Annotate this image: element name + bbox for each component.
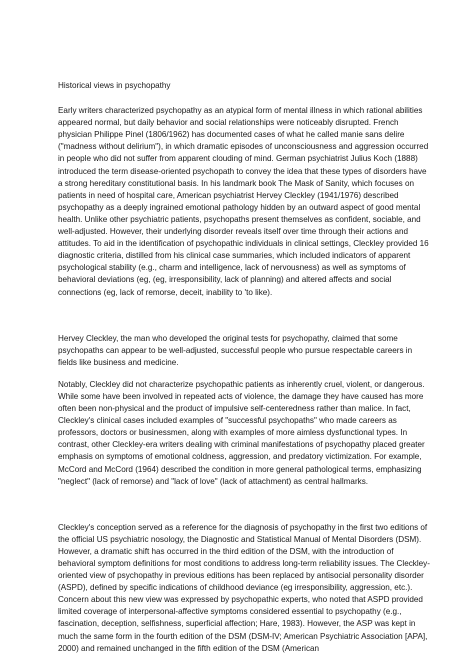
document-title: Historical views in psychopathy [58, 81, 171, 90]
document-body [58, 80, 432, 665]
section-spacer [58, 309, 432, 333]
paragraph-dsm-history: Cleckley's conception served as a reference for the diagnosis of psychopathy in the first two editions of the official US psychiatric nosology, the Diagnostic and Statistical Manual of Mental Disorders (DSM). However, a dramatic shift has occurred in the third edition of the DSM, with the introduction of behavioral symptom definitions for most conditions to address long-term reliability issues. The Cleckley-oriented view of psychopathy in previous editions has been replaced by antisocial personality disorder (ASPD), defined by specific indications of childhood deviance (eg irresponsibility, aggression, etc.). Concern about this new view was expressed by psychopathic experts, who noted that ASPD provided limited coverage of interpersonal-affective symptoms considered essential to psychopathy (e.g., fascination, deception, selfishness, superficial affection; Hare, 1983). However, the ASP was kept in much the same form in the fourth edition of the DSM (DSM-IV; American Psychiatric Association [APA], 2000) and remained unchanged in the fifth edition of the DSM (American [58, 522, 430, 653]
paragraph-early-writers: Early writers characterized psychopathy as an atypical form of mental illness in which rational abilities appeared normal, but daily behavior and social relationships were noticeably disrupted. French physician Philippe Pinel (1806/1962) has documented cases of what he called manie sans delire ("madness without delirium"), in which dramatic episodes of unconsciousness and aggression occurred in people who did not suffer from apparent clouding of mind. German psychiatrist Julius Koch (1888) introduced the term disease-oriented psychopath to convey the idea that these types of disorders have a strong hereditary constitutional basis. In his landmark book The Mask of Sanity, which focuses on patients in need of hospital care, American psychiatrist Hervey Cleckley (1941/1976) described psychopathy as a deeply ingrained emotional pathology hidden by an outward aspect of good mental health. Unlike other psychiatric patients, psychopaths present themselves as confident, sociable, and well-adjusted. However, their underlying disorder reveals itself over time through their actions and attitudes. To aid in the identification of psychopathic individuals in clinical settings, Cleckley provided 16 diagnostic criteria, distilled from his clinical case summaries, which included indicators of apparent psychological stability (e.g., charm and intelligence, lack of nervousness) as well as symptoms of behavioral deviations (eg, (eg, irresponsibility, lack of planning) and altered affects and social connections (eg, lack of remorse, deceit, inability to 'to like). [58, 106, 429, 297]
section-spacer [58, 498, 432, 522]
paragraph-cleckley-tests: Hervey Cleckley, the man who developed the original tests for psychopathy, claimed that some psychopaths can appear to be well-adjusted, successful people who pursue respectable careers in fields like business and medicine. [58, 333, 413, 367]
paragraph-cleckley-characterization: Notably, Cleckley did not characterize psychopathic patients as inherently cruel, violent, or dangerous. While some have been involved in repeated acts of violence, the damage they have caused has more often been non-physical and the product of impulsive self-centeredness rather than malice. In fact, Cleckley's clinical cases included examples of "successful psychopaths" who made careers as professors, doctors or businessmen, along with examples of more aimless dysfunctional types. In contrast, other Cleckley-era writers dealing with criminal manifestations of psychopathy placed greater emphasis on symptoms of emotional coldness, aggression, and predatory victimization. For example, McCord and McCord (1964) described the condition in more general pathological terms, emphasizing "neglect" (lack of remorse) and "lack of love" (lack of attachment) as central hallmarks. [58, 379, 425, 486]
